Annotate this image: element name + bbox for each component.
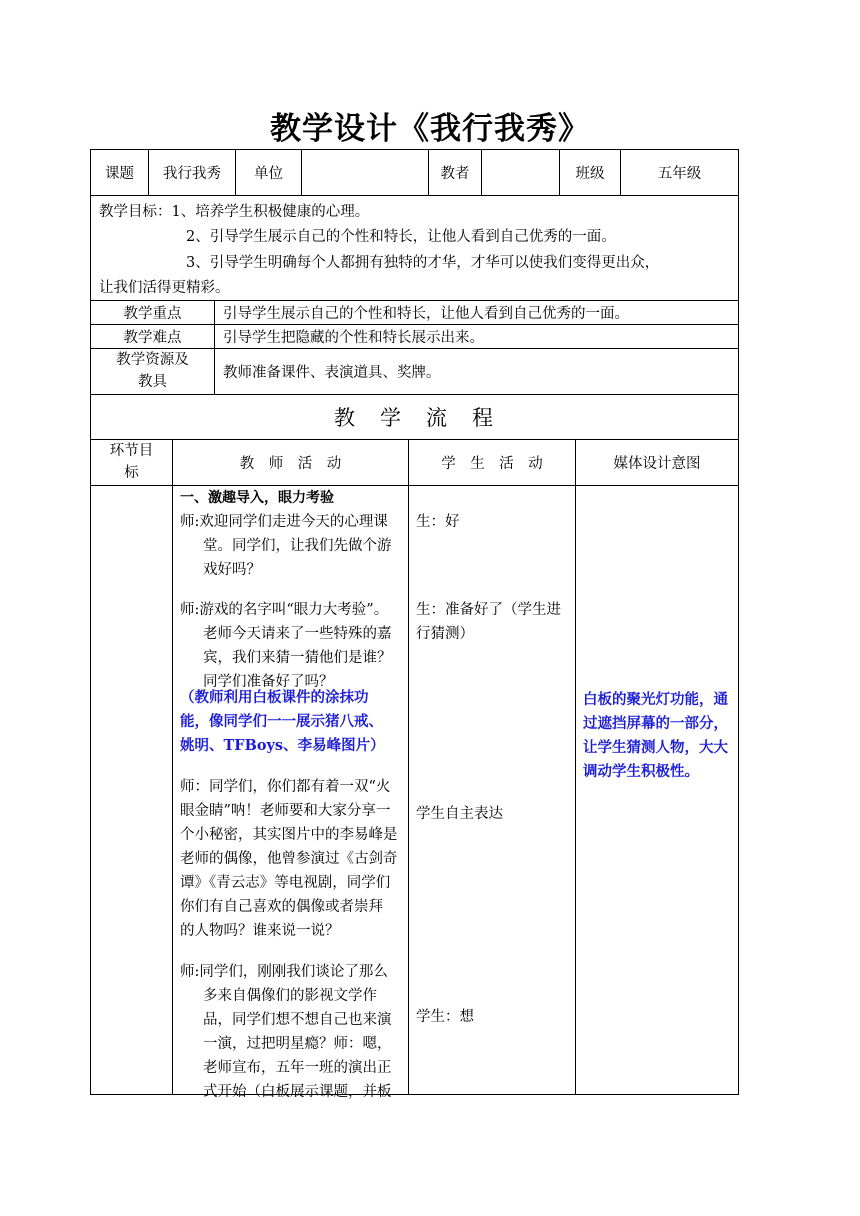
column-header-media: 媒体设计意图 [613, 456, 701, 472]
resources-label-line: 教具 [138, 374, 167, 390]
class-label: 班级 [575, 166, 605, 182]
key-points-label: 教学重点 [123, 306, 182, 322]
topic-value: 我行我秀 [163, 166, 221, 182]
difficulties-label: 教学难点 [123, 330, 182, 346]
text-line: 品，同学们想不想自己也来演 [203, 1012, 392, 1028]
text-line: 眼金睛”呐！老师要和大家分享一 [180, 803, 391, 819]
section-heading: 一、激趣导入，眼力考验 [180, 490, 334, 506]
resources-value: 教师准备课件、表演道具、奖牌。 [223, 365, 441, 381]
text-line: 老师的偶像，他曾参演过《古剑奇 [180, 851, 398, 867]
teacher-paragraph [180, 598, 392, 694]
flow-title: 教 学 流 程 [334, 406, 495, 430]
text-line: 白板的聚光灯功能，通 [583, 691, 728, 708]
class-value: 五年级 [657, 166, 702, 182]
text-line: 调动学生积极性。 [583, 763, 699, 780]
teacher-value [482, 150, 559, 195]
document-title: 教学设计《我行我秀》 [270, 111, 590, 147]
text-line: 过遮挡屏幕的一部分， [583, 715, 728, 732]
text-line: 师：同学们，你们都有着一双“火 [180, 779, 391, 795]
text-line: 一演，过把明星瘾？师：嗯， [203, 1036, 392, 1052]
text-line: 师:欢迎同学们走进今天的心理课 [180, 514, 388, 530]
text-line: 师:游戏的名字叫“眼力大考验”。 [180, 602, 389, 618]
teacher-paragraph [180, 775, 398, 943]
column-header-stage [91, 440, 172, 485]
text-line: 姚明、TFBoys、李易峰图片） [180, 737, 385, 754]
text-line: 行猜测） [416, 626, 474, 642]
objective-line: 教学目标：1、培养学生积极健康的心理。 [99, 204, 370, 220]
student-response: 学生自主表达 [416, 806, 503, 822]
difficulties-value: 引导学生把隐藏的个性和特长展示出来。 [223, 330, 484, 346]
media-intent-note [583, 688, 728, 784]
text-line: 同学们准备好了吗？ [203, 674, 334, 690]
unit-label: 单位 [254, 166, 283, 182]
text-line: （教师利用白板课件的涂抹功 [180, 689, 369, 706]
text-line: 谭》《青云志》等电视剧，同学们 [180, 875, 391, 891]
unit-value [302, 150, 428, 195]
text-line: 老师今天请来了一些特殊的嘉 [203, 626, 392, 642]
objective-line: 让我们活得更精彩。 [99, 280, 230, 296]
text-line: 师:同学们，刚刚我们谈论了那么 [180, 964, 388, 980]
column-header-line: 环节目 [109, 443, 154, 459]
column-header-line: 标 [124, 465, 139, 481]
topic-label: 课题 [105, 166, 134, 182]
text-line: 老师宣布，五年一班的演出正 [203, 1060, 392, 1076]
text-line: 让学生猜测人物，大大 [583, 739, 728, 756]
column-header-student: 学 生 活 动 [441, 456, 543, 472]
teacher-note [180, 686, 385, 758]
teacher-paragraph [180, 960, 392, 1104]
text-line: 多来自偶像们的影视文学作 [203, 988, 377, 1004]
text-line: 生：准备好了（学生进 [416, 602, 561, 618]
teacher-paragraph [180, 510, 392, 582]
column-header-teacher: 教 师 活 动 [239, 456, 342, 472]
objective-line: 3、引导学生明确每个人都拥有独特的才华，才华可以使我们变得更出众， [186, 255, 660, 271]
resources-label-line: 教学资源及 [116, 352, 189, 368]
text-line: 式开始（白板展示课题，并板 [203, 1084, 392, 1100]
teacher-label: 教者 [440, 166, 470, 182]
key-points-value: 引导学生展示自己的个性和特长，让他人看到自己优秀的一面。 [223, 306, 629, 322]
student-response: 学生：想 [416, 1009, 474, 1025]
text-line: 戏好吗？ [203, 562, 261, 578]
objective-line: 2、引导学生展示自己的个性和特长，让他人看到自己优秀的一面。 [186, 229, 616, 245]
text-line: 堂。同学们，让我们先做个游 [203, 538, 392, 554]
text-line: 个小秘密，其实图片中的李易峰是 [180, 827, 398, 843]
student-response [416, 598, 561, 646]
resources-label [91, 349, 214, 394]
text-line: 的人物吗？谁来说一说？ [180, 923, 340, 939]
text-line: 你们有自己喜欢的偶像或者崇拜 [180, 899, 383, 915]
student-response: 生：好 [416, 514, 460, 530]
text-line: 宾，我们来猜一猜他们是谁？ [203, 650, 392, 666]
text-line: 能，像同学们一一展示猪八戒、 [180, 713, 383, 730]
